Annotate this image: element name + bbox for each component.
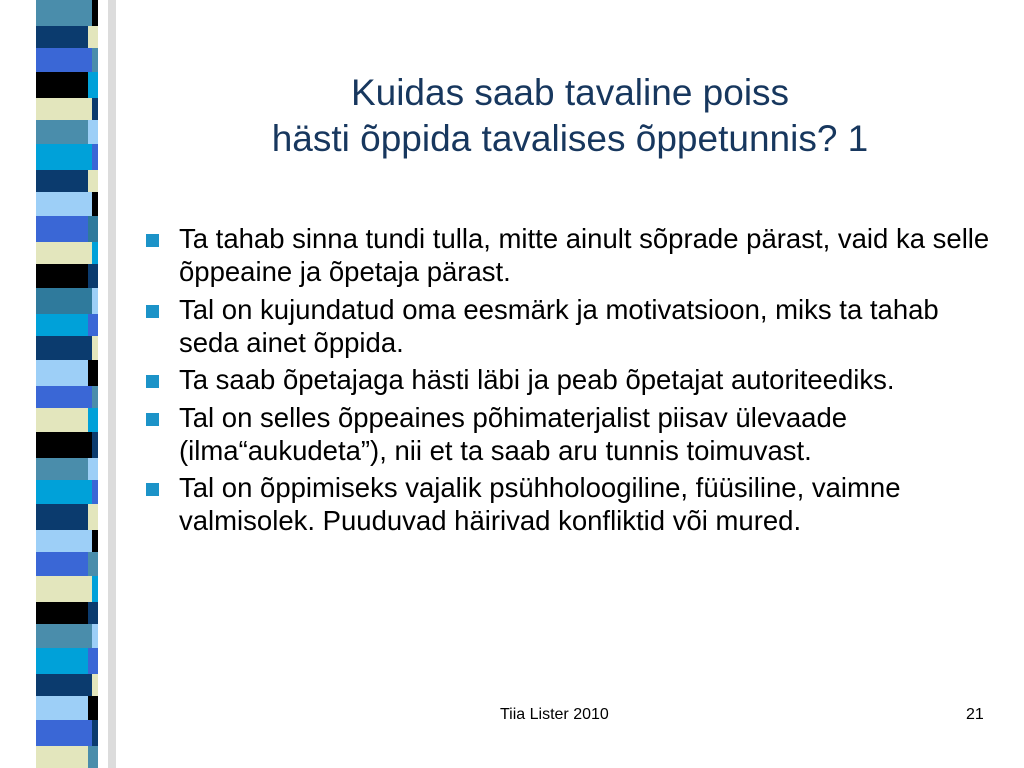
stripe-edge: [88, 504, 98, 530]
stripe-edge: [92, 242, 98, 264]
bullet-text: Ta tahab sinna tundi tulla, mitte ainult sõprade pärast, vaid ka selle õppeaine ja õpetaja pärast.: [179, 223, 990, 287]
stripe-edge: [92, 192, 98, 216]
stripe-block: [36, 144, 92, 170]
stripe-edge: [88, 72, 98, 98]
bullet-text: Ta saab õpetajaga hästi läbi ja peab õpetajat autoriteediks.: [179, 364, 895, 395]
stripe-edge: [88, 602, 98, 624]
stripe-block: [36, 386, 92, 408]
stripe-block: [36, 242, 92, 264]
stripe-edge: [88, 552, 98, 576]
stripe-block: [36, 48, 92, 72]
stripe-edge: [92, 576, 98, 602]
stripe-edge: [92, 144, 98, 170]
stripe-edge: [92, 0, 98, 26]
bullet-item: [142, 363, 1002, 396]
stripe-shadow: [108, 0, 116, 768]
stripe-edge: [92, 480, 98, 504]
stripe-block: [36, 576, 92, 602]
square-bullet-icon: [146, 234, 159, 247]
stripe-edge: [88, 216, 98, 242]
stripe-block: [36, 602, 92, 624]
stripe-block: [36, 360, 92, 386]
bullet-item: [142, 293, 1002, 359]
square-bullet-icon: [146, 305, 159, 318]
stripe-edge: [88, 746, 98, 768]
square-bullet-icon: [146, 413, 159, 426]
stripe-edge: [88, 408, 98, 432]
stripe-edge: [92, 720, 98, 746]
square-bullet-icon: [146, 483, 159, 496]
stripe-block: [36, 170, 92, 192]
stripe-block: [36, 696, 92, 720]
stripe-block: [36, 674, 92, 696]
decorative-stripe: [0, 0, 100, 768]
stripe-block: [36, 408, 92, 432]
stripe-block: [36, 504, 92, 530]
stripe-block: [36, 288, 92, 314]
stripe-block: [36, 480, 92, 504]
square-bullet-icon: [146, 375, 159, 388]
bullet-text: Tal on õppimiseks vajalik psühholoogiline, füüsiline, vaimne valmisolek. Puuduvad häirivad konfliktid või mured.: [179, 472, 901, 536]
slide-title: [130, 70, 1010, 162]
stripe-edge: [88, 648, 98, 674]
stripe-edge: [88, 360, 98, 386]
bullet-item: [142, 401, 1002, 467]
stripe-edge: [92, 336, 98, 360]
stripe-block: [36, 314, 92, 336]
stripe-block: [36, 432, 92, 458]
stripe-edge: [88, 458, 98, 480]
stripe-block: [36, 336, 92, 360]
bullet-item: [142, 222, 1002, 288]
stripe-edge: [88, 314, 98, 336]
stripe-block: [36, 648, 92, 674]
stripe-edge: [92, 674, 98, 696]
stripe-edge: [92, 530, 98, 552]
stripe-edge: [92, 48, 98, 72]
stripe-edge: [92, 288, 98, 314]
stripe-block: [36, 192, 92, 216]
title-line-1: Kuidas saab tavaline poiss: [350, 72, 790, 113]
bullet-list: [142, 222, 1002, 542]
stripe-block: [36, 98, 92, 120]
bullet-item: [142, 471, 1002, 537]
stripe-block: [36, 26, 92, 48]
stripe-block: [36, 552, 92, 576]
stripe-edge: [88, 26, 98, 48]
bullet-text: Tal on kujundatud oma eesmärk ja motivatsioon, miks ta tahab seda ainet õppida.: [179, 293, 939, 358]
stripe-block: [36, 720, 92, 746]
stripe-block: [36, 746, 92, 768]
stripe-block: [36, 624, 92, 648]
stripe-edge: [88, 170, 98, 192]
stripe-block: [36, 216, 92, 242]
stripe-edge: [92, 432, 98, 458]
stripe-edge: [88, 120, 98, 144]
stripe-block: [36, 120, 92, 144]
footer-author: Tiia Lister 2010: [500, 706, 609, 723]
stripe-edge: [88, 696, 98, 720]
stripe-edge: [92, 386, 98, 408]
stripe-edge: [92, 624, 98, 648]
page-number: 21: [966, 706, 984, 723]
stripe-block: [36, 458, 92, 480]
stripe-edge: [92, 98, 98, 120]
stripe-block: [36, 72, 92, 98]
stripe-block: [36, 264, 92, 288]
title-line-2: hästi õppida tavalises õppetunnis? 1: [271, 118, 869, 159]
stripe-block: [36, 0, 92, 26]
stripe-edge: [88, 264, 98, 288]
stripe-block: [36, 530, 92, 552]
bullet-text: Tal on selles õppeaines põhimaterjalist piisav ülevaade (ilma“aukudeta”), nii et ta saab aru tunnis toimuvast.: [179, 401, 848, 466]
